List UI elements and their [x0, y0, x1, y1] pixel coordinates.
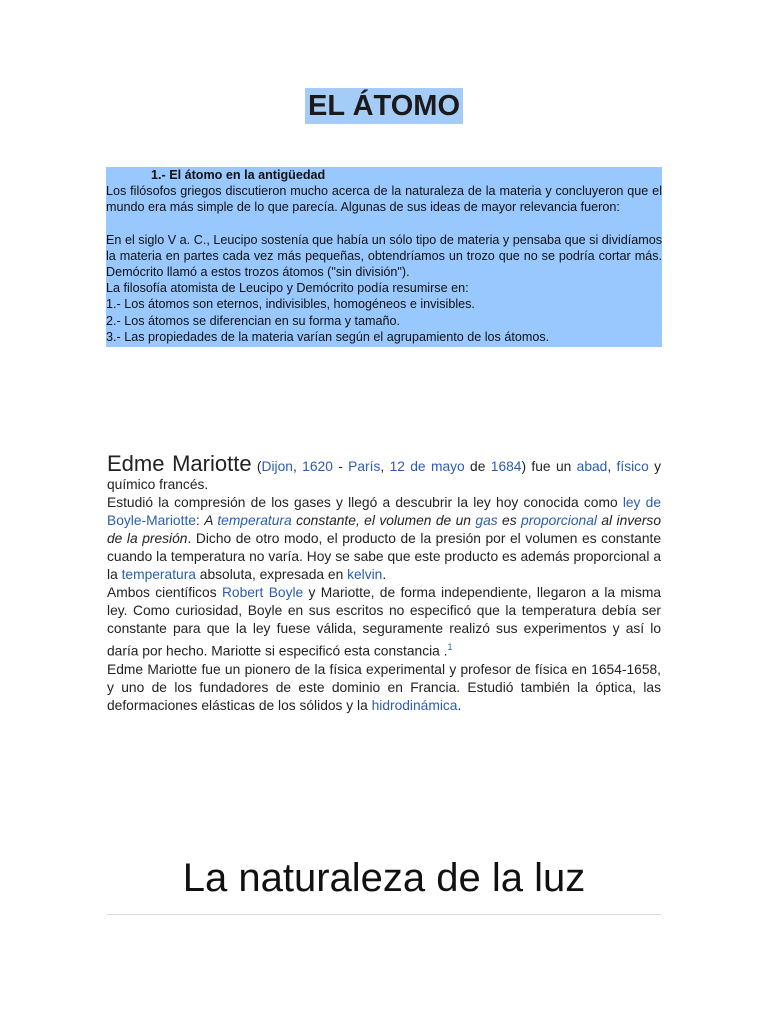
section-heading-luz: La naturaleza de la luz — [182, 856, 586, 900]
link-temperatura[interactable]: temperatura — [217, 513, 292, 528]
paragraph-pionero — [107, 661, 661, 715]
paragraph-ley — [107, 494, 661, 584]
list-item: 1.- Los átomos son eternos, indivisibles, homogéneos e invisibles. — [106, 297, 475, 312]
text: ( — [251, 459, 262, 474]
text: constante, el volumen de un — [291, 513, 476, 528]
paragraph-boyle — [107, 584, 661, 661]
text: es — [497, 513, 522, 528]
text: de — [464, 459, 491, 474]
text: Edme Mariotte fue un pionero de la física experimental y profesor de física en 1654-1658, y uno de los fundadores de este dominio en Francia. Estudió también la óptica, las deformaciones elásticas de los sólidos y la — [107, 661, 661, 713]
footnote-ref[interactable]: 1 — [447, 642, 453, 652]
text: , — [380, 459, 390, 474]
section-antiguedad — [106, 167, 662, 347]
link-temperatura-absoluta[interactable]: temperatura — [121, 567, 196, 582]
text: Estudió la compresión de los gases y llegó a descubrir la ley hoy conocida como — [107, 495, 623, 510]
link-1620[interactable]: 1620 — [302, 459, 333, 474]
person-name: Edme Mariotte — [107, 451, 252, 476]
link-gas[interactable]: gas — [475, 513, 498, 528]
text: - — [332, 459, 349, 474]
text: y Mariotte, de forma independiente, llegaron a la misma ley. Como curiosidad, Boyle en sus escritos no especificó que la temperatura debía ser constante para que la ley fuese válida, seguramente realizó sus experimentos y así lo daría por hecho. Mariotte si especificó esta constancia . — [107, 585, 662, 659]
text: absoluta, expresada en — [195, 567, 348, 582]
list-item: 2.- Los átomos se diferencian en su forma y tamaño. — [106, 313, 401, 328]
text: A — [204, 513, 218, 528]
page-title-wrap — [0, 90, 768, 123]
text: al inverso de la presión — [107, 513, 661, 546]
text: . — [382, 567, 387, 582]
text: . — [457, 697, 462, 713]
link-abad[interactable]: abad — [576, 459, 608, 474]
link-12-de-mayo[interactable]: 12 de mayo — [389, 459, 465, 474]
link-hidrodinamica[interactable]: hidrodinámica — [371, 697, 458, 713]
page-title: EL ÁTOMO — [305, 88, 463, 124]
link-proporcional[interactable]: proporcional — [521, 513, 597, 528]
link-dijon[interactable]: Dijon — [261, 459, 293, 474]
text: : — [195, 513, 205, 528]
text: . Dicho de otro modo, el producto de la presión por el volumen es constante cuando la temperatura no varía. Hoy se sabe que este producto es además proporcional a la — [107, 531, 661, 582]
link-fisico[interactable]: físico — [616, 459, 649, 474]
section-mariotte — [107, 451, 662, 715]
paragraph-leucipo: En el siglo V a. C., Leucipo sostenía que había un sólo tipo de materia y pensaba que si dividíamos la materia en partes cada vez más pequeñas, obtendríamos un trozo que no se podría cortar más. Demócrito llamó a estos trozos átomos ("sin división"). — [106, 232, 662, 280]
list-item: 3.- Las propiedades de la materia varían según el agrupamiento de los átomos. — [106, 329, 550, 344]
link-1684[interactable]: 1684 — [490, 459, 522, 474]
link-kelvin[interactable]: kelvin — [347, 567, 383, 582]
text: , — [607, 459, 617, 474]
link-robert-boyle[interactable]: Robert Boyle — [221, 585, 304, 600]
section-heading: 1.- El átomo en la antigüedad — [151, 168, 326, 182]
paragraph-intro: Los filósofos griegos discutieron mucho acerca de la naturaleza de la materia y concluyeron que el mundo era más simple de lo que parecía. Algunas de sus ideas de mayor relevancia fueron: — [106, 184, 662, 215]
text: , — [292, 459, 303, 474]
paragraph-mariotte-intro — [107, 451, 661, 494]
text: y químico francés. — [107, 459, 661, 492]
paragraph-filosofia: La filosofía atomista de Leucipo y Demócrito podía resumirse en: — [106, 281, 469, 296]
text: Ambos científicos — [107, 585, 222, 600]
spacer — [106, 216, 662, 232]
text: ) fue un — [521, 459, 577, 474]
link-ley-boyle-mariotte[interactable]: ley de Boyle-Mariotte — [107, 495, 661, 528]
link-paris[interactable]: París — [348, 459, 381, 474]
divider — [107, 914, 661, 915]
